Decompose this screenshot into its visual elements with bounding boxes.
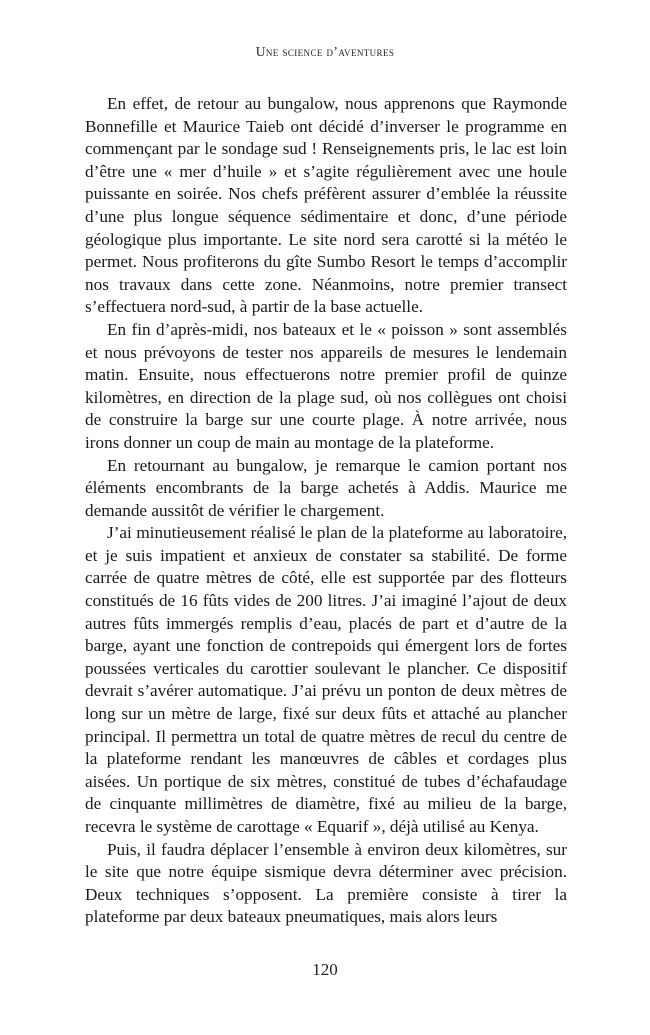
- paragraph: En effet, de retour au bungalow, nous apprenons que Raymonde Bonnefille et Maurice Taieb ont décidé d’inverser le programme en commençant par le sondage sud ! Renseignements pris, le lac est loin d’être une « mer d’huile » et s’agite régulièrement avec une houle puissante en soirée. Nos chefs préfèrent assurer d’emblée la réussite d’une plus longue séquence sédimentaire et donc, d’une période géologique plus importante. Le site nord sera carotté si la météo le permet. Nous profiterons du gîte Sumbo Resort le temps d’accomplir nos travaux dans cette zone. Néanmoins, notre premier transect s’effectuera nord-sud, à partir de la base actuelle.: [85, 94, 567, 317]
- page-number: 120: [312, 960, 338, 979]
- running-head: Une science d’aventures: [255, 44, 395, 59]
- paragraph: Puis, il faudra déplacer l’ensemble à environ deux kilomètres, sur le site que notre équipe sismique devra déterminer avec précision. Deux techniques s’opposent. La première consiste à tirer la plateforme par deux bateaux pneumatiques, mais alors leurs: [85, 839, 567, 927]
- paragraph: J’ai minutieusement réalisé le plan de la plateforme au laboratoire, et je suis impatient et anxieux de constater sa stabilité. De forme carrée de quatre mètres de côté, elle est supportée par des flotteurs constitués de 16 fûts vides de 200 litres. J’ai imaginé l’ajout de deux autres fûts immergés remplis d’eau, placés de part et d’autre de la barge, ayant une fonction de contrepoids qui émergent lors de fortes poussées verticales du carottier soulevant le plancher. Ce dispositif devrait s’avérer automatique. J’ai prévu un ponton de deux mètres de long sur un mètre de large, fixé sur deux fûts et attaché au plancher principal. Il permettra un total de quatre mètres de recul du centre de la plateforme rendant les manœuvres de câbles et cordages plus aisées. Un portique de six mètres, constitué de tubes d’échafaudage de cinquante millimètres de diamètre, fixé au milieu de la barge, recevra le système de carottage « Equarif », déjà utilisé au Kenya.: [85, 523, 567, 836]
- paragraph: En retournant au bungalow, je remarque le camion portant nos éléments encombrants de la barge achetés à Addis. Maurice me demande aussitôt de vérifier le chargement.: [85, 455, 567, 520]
- paragraph: En fin d’après-midi, nos bateaux et le « poisson » sont assemblés et nous prévoyons de tester nos appareils de mesures le lendemain matin. Ensuite, nous effectuerons notre premier profil de quinze kilomètres, en direction de la plage sud, où nos collègues ont choisi de construire la barge sur une courte plage. À notre arrivée, nous irons donner un coup de main au montage de la plateforme.: [85, 319, 567, 452]
- body-text: [85, 93, 567, 929]
